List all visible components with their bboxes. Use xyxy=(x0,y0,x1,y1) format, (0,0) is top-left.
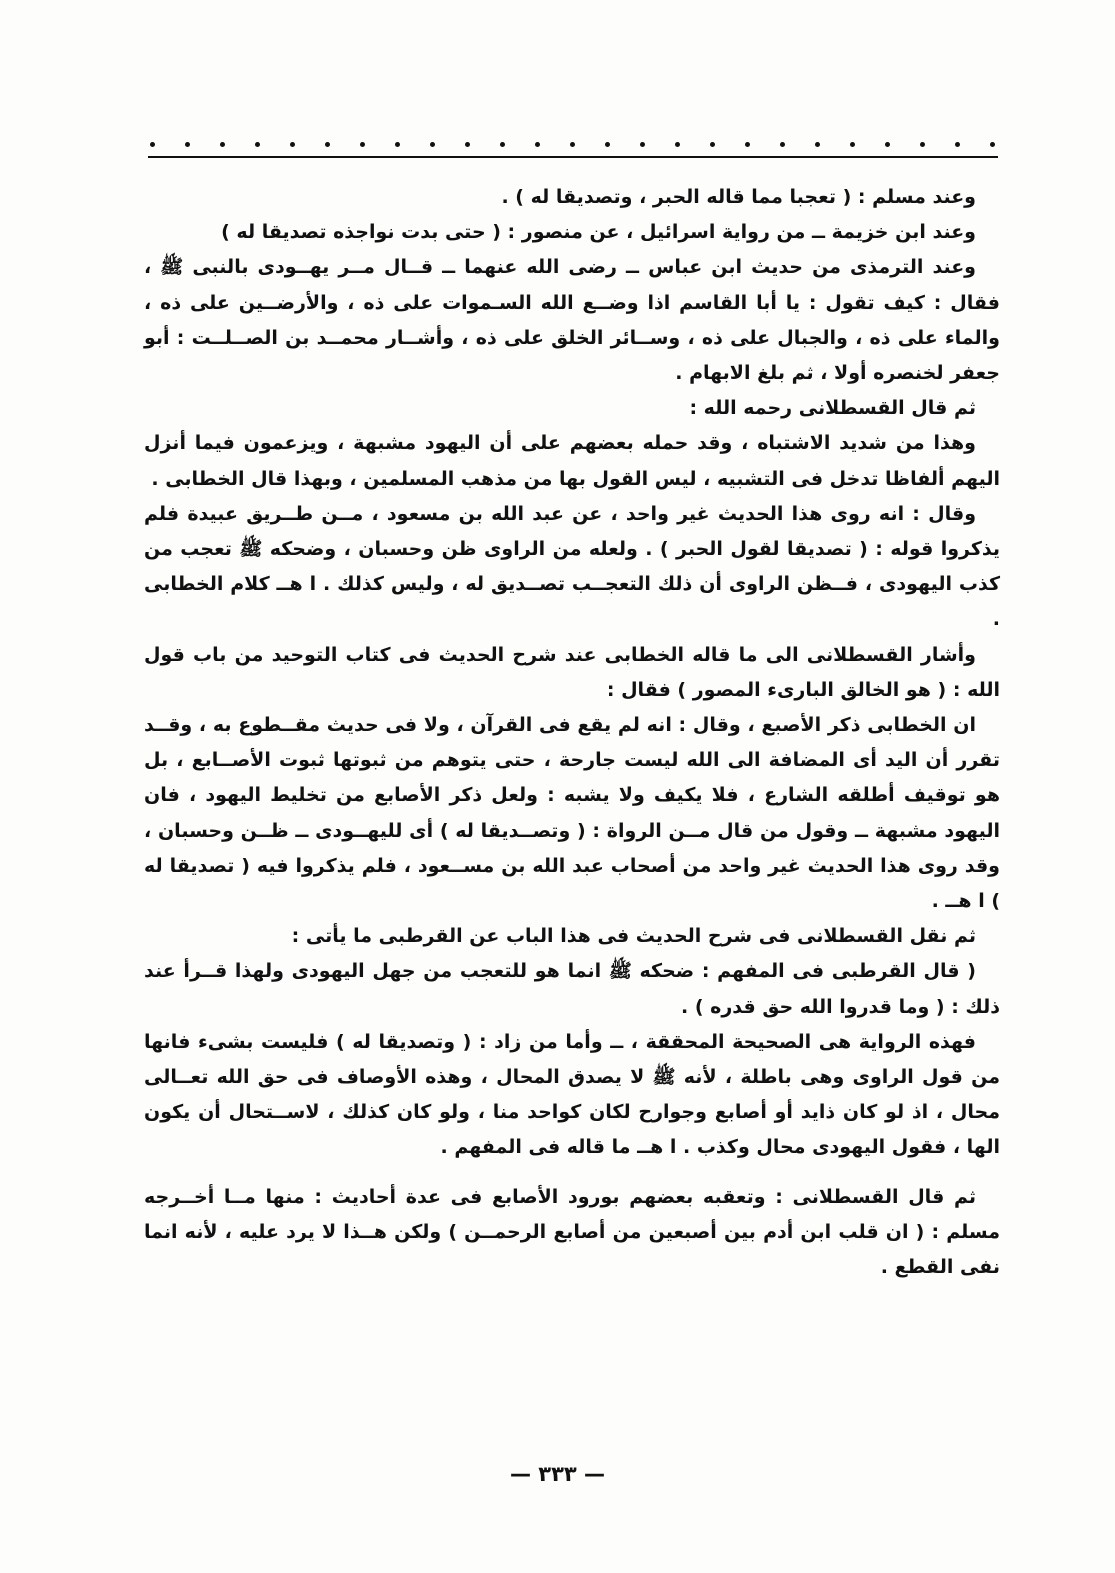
paragraph: وقال : انه روى هذا الحديث غير واحد ، عن عبد الله بن مسعود ، مــن طــريق عبيدة فلم يذكروا قوله : ( تصديقا لقول الحبر ) . ولعله من الراوى ظن وحسبان ، وضحكه ﷺ تعجب من كذب اليهودى ، فــظن الراوى أن ذلك التعجــب تصــديق له ، وليس كذلك . ا هــ كلام الخطابى . xyxy=(144,502,1000,631)
header-rule xyxy=(148,156,998,158)
ornament-dot xyxy=(535,142,540,147)
ornament-dot xyxy=(815,142,820,147)
page-number: — ٣٣٣ — xyxy=(509,1462,606,1486)
ornament-dot xyxy=(570,142,575,147)
ornament-dot xyxy=(640,142,645,147)
ornament-dot xyxy=(780,142,785,147)
paragraph: ( قال القرطبى فى المفهم : ضحكه ﷺ انما هو للتعجب من جهل اليهودى ولهذا قــرأ عند ذلك : ( وما قدروا الله حق قدره ) . xyxy=(144,960,1000,1018)
paragraph: ثم قال القسطلانى رحمه الله : xyxy=(689,397,976,420)
ornament-dot xyxy=(150,142,155,147)
paragraph: وعند مسلم : ( تعجبا مما قاله الحبر ، وتصديقا له ) . xyxy=(501,186,976,208)
paragraph: وعند ابن خزيمة ــ من رواية اسرائيل ، عن منصور : ( حتى بدت نواجذه تصديقا له ) xyxy=(221,221,976,244)
paragraph: وأشار القسطلانى الى ما قاله الخطابى عند شرح الحديث فى كتاب التوحيد من باب قول الله : ( هو الخالق البارىء المصور ) فقال : xyxy=(144,643,1000,701)
ornament-dot xyxy=(290,142,295,147)
ornament-dot xyxy=(955,142,960,147)
ornament-dot xyxy=(395,142,400,147)
ornament-dot xyxy=(465,142,470,147)
ornament-dot xyxy=(430,142,435,147)
ornament-dot xyxy=(255,142,260,147)
ornament-dot xyxy=(710,142,715,147)
paragraph: ثم نقل القسطلانى فى شرح الحديث فى هذا الباب عن القرطبى ما يأتى : xyxy=(291,925,976,948)
ornament-dot xyxy=(745,142,750,147)
paragraph: وعند الترمذى من حديث ابن عباس ــ رضى الله عنهما ــ قــال مــر يهــودى بالنبى ﷺ ، فقال : كيف تقول : يا أبا القاسم اذا وضــع الله السـموات على ذه ، والأرضــين على ذه ، والماء على ذه ، والجبال على ذه ، وســائر الخلق على ذه ، وأشــار محمــد بن الصــلــت : أبو جعفر لخنصره أولا ، ثم بلغ الابهام . xyxy=(144,256,1000,385)
ornament-dot xyxy=(990,142,995,147)
ornament-dot xyxy=(500,142,505,147)
paragraph: ان الخطابى ذكر الأصبع ، وقال : انه لم يقع فى القرآن ، ولا فى حديث مقــطوع به ، وقــد تقرر أن اليد أى المضافة الى الله ليست جارحة ، حتى يتوهم من ثبوتها ثبوت الأصــابع ، بل هو توقيف أطلقه الشارع ، فلا يكيف ولا يشبه : ولعل ذكر الأصابع من تخليط اليهود ، فان اليهود مشبهة ــ وقول من قال مــن الرواة : ( وتصــديقا له ) أى لليهــودى ــ ظــن وحسبان ، وقد روى هذا الحديث غير واحد من أصحاب عبد الله بن مســعود ، فلم يذكروا فيه ( تصديقا له ) ا هــ . xyxy=(144,714,1000,913)
ornament-dot xyxy=(850,142,855,147)
ornament-dot xyxy=(325,142,330,147)
header-dotted-ornament xyxy=(150,134,995,154)
ornament-dot xyxy=(185,142,190,147)
paragraph: فهذه الرواية هى الصحيحة المحققة ، ــ وأما من زاد : ( وتصديقا له ) فليست بشىء فانها من قول الراوى وهى باطلة ، لأنه ﷺ لا يصدق المحال ، وهذه الأوصاف فى حق الله تعــالى محال ، اذ لو كان ذايد أو أصابع وجوارح لكان كواحد منا ، ولو كان كذلك ، لاســتحال أن يكون الها ، فقول اليهودى محال وكذب . ا هــ ما قاله فى المفهم . xyxy=(144,1030,1000,1159)
paragraph: وهذا من شديد الاشتباه ، وقد حمله بعضهم على أن اليهود مشبهة ، ويزعمون فيما أنزل اليهم ألفاظا تدخل فى التشبيه ، ليس القول بها من مذهب المسلمين ، وبهذا قال الخطابى . xyxy=(144,432,1000,490)
page-body-text xyxy=(144,180,1000,1285)
ornament-dot xyxy=(675,142,680,147)
ornament-dot xyxy=(605,142,610,147)
ornament-dot xyxy=(220,142,225,147)
ornament-dot xyxy=(885,142,890,147)
ornament-dot xyxy=(920,142,925,147)
ornament-dot xyxy=(360,142,365,147)
paragraph: ثم قال القسطلانى : وتعقبه بعضهم بورود الأصابع فى عدة أحاديث : منها مــا أخــرجه مسلم : ( ان قلب ابن أدم بين أصبعين من أصابع الرحمــن ) ولكن هــذا لا يرد عليه ، لأنه انما نفى القطع . xyxy=(144,1185,1000,1279)
